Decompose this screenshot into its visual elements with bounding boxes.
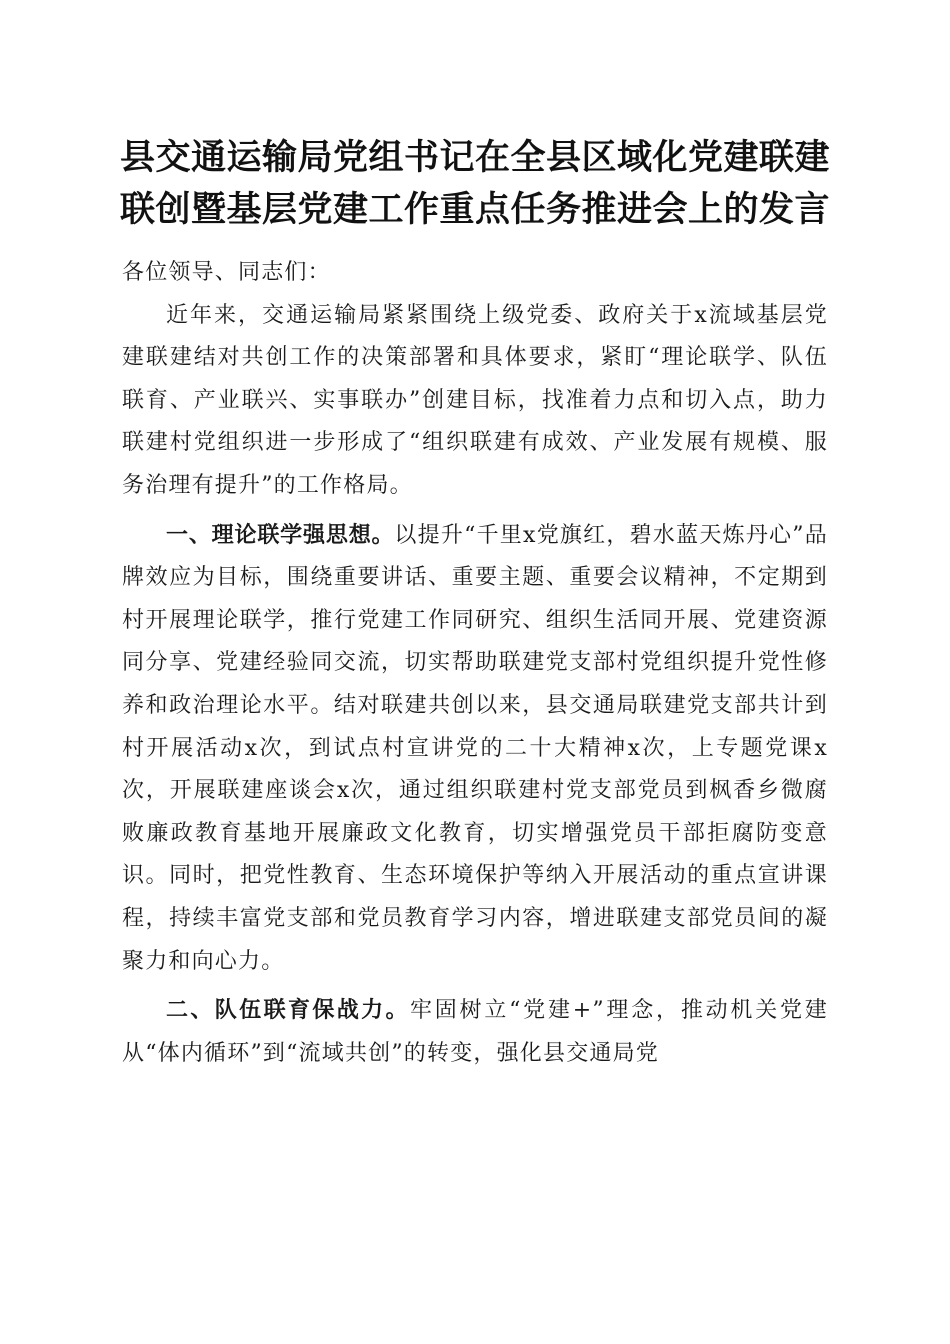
title-line-1: 县交通运输局党组书记在全县区域化党建联建 [119,138,830,178]
document-body [122,252,828,1075]
section-1-paragraph [122,515,828,984]
section-2-heading: 二、队伍联育保战力。 [166,998,410,1024]
section-2-body: 牢固树立“党建+”理念，推动机关党建从“体内循环”到“流域共创”的转变，强化县交通局党 [122,998,828,1066]
title-line-2: 联创暨基层党建工作重点任务推进会上的发言 [119,190,830,230]
section-2-paragraph [122,990,828,1075]
salutation: 各位领导、同志们： [122,260,331,285]
section-1-body: 以提升“千里x党旗红，碧水蓝天炼丹心”品牌效应为目标，围绕重要讲话、重要主题、重要会议精神，不定期到村开展理论联学，推行党建工作同研究、组织生活同开展、党建资源同分享、党建经验同交流，切实帮助联建党支部村党组织提升党性修养和政治理论水平。结对联建共创以来，县交通局联建党支部共计到村开展活动x次，到试点村宣讲党的二十大精神x次，上专题党课x次，开展联建座谈会x次，通过组织联建村党支部党员到枫香乡微腐败廉政教育基地开展廉政文化教育，切实增强党员干部拒腐防变意识。同时，把党性教育、生态环境保护等纳入开展活动的重点宣讲课程，持续丰富党支部和党员教育学习内容，增进联建支部党员间的凝聚力和向心力。 [122,522,828,974]
intro-paragraph: 近年来，交通运输局紧紧围绕上级党委、政府关于x流域基层党建联建结对共创工作的决策部署和具体要求，紧盯“理论联学、队伍联育、产业联兴、实事联办”创建目标，找准着力点和切入点，助力联建村党组织进一步形成了“组织联建有成效、产业发展有规模、服务治理有提升”的工作格局。 [122,302,828,498]
document-title [110,132,840,236]
section-1-heading: 一、理论联学强思想。 [166,522,395,548]
